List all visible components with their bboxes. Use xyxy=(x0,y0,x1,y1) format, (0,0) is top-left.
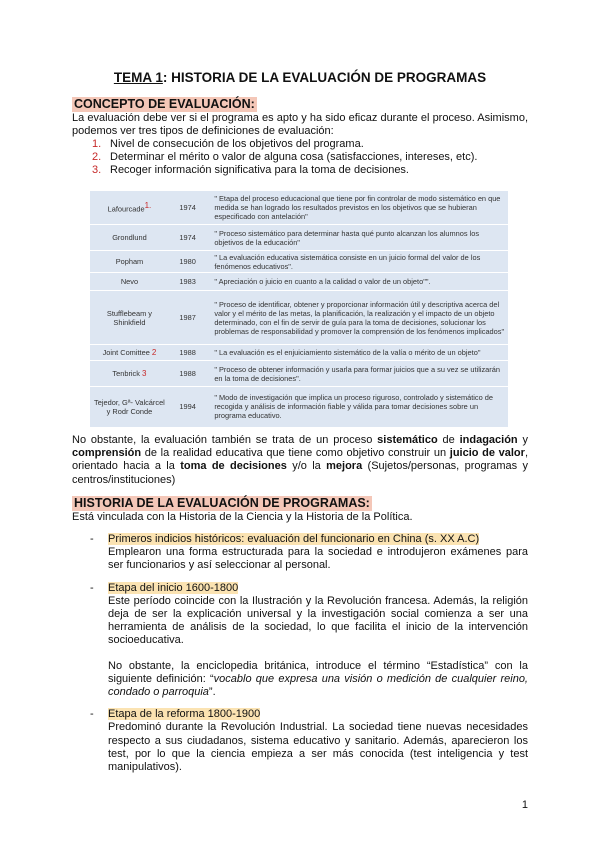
table-row: Lafourcade$^{1.}$ 1974 " Etapa del proceso educacional que tiene por fin controlar de modo sistemático en que medida se han logrado los resultados previstos en los objetivos que se hubieran especificado con antelación" xyxy=(90,191,508,225)
concepto-heading: CONCEPTO DE EVALUACIÓN: xyxy=(74,97,255,111)
definition-types-list xyxy=(92,138,478,177)
historia-intro: Está vinculada con la Historia de la Ciencia y la Historia de la Política. xyxy=(72,511,413,523)
item-label: Etapa del inicio 1600-1800 xyxy=(108,581,239,594)
historia-list xyxy=(90,533,528,783)
list-item: 3. Recoger información significativa para la toma de decisiones. xyxy=(92,164,409,176)
table-row: Joint Comittee 2 1988 " La evaluación es el enjuiciamiento sistemático de la valía o mérito de un objeto" xyxy=(90,345,508,361)
concepto-intro: La evaluación debe ver si el programa es apto y ha sido eficaz durante el proceso. Asimismo, podemos ver tres tipos de definiciones de evaluación: xyxy=(72,112,528,138)
table-row: Grondlund 1974 " Proceso sistemático para determinar hasta qué punto alcanzan los alumnos los objetivos de la educación" xyxy=(90,225,508,251)
page-number: 1 xyxy=(521,799,528,811)
title-rest: : HISTORIA DE LA EVALUACIÓN DE PROGRAMAS xyxy=(162,70,487,85)
list-item: - Etapa del inicio 1600-1800 Este período coincide con la Ilustración y la Revolución francesa. Además, la religión deja de ser la explicación universal y la investigación social comienza a ser una herramienta de análisis de la sociedad, lo que facilita el inicio de la intervención socioeducativa. No obstante, la enciclopedia británica, introduce el término “Estadística” con la siguiente definición: “vocablo que expresa una visión o medición de cualquier reino, condado o parroquia”. xyxy=(90,581,528,699)
page-title xyxy=(0,70,600,85)
list-item: - Etapa de la reforma 1800-1900 Predominó durante la Revolución Industrial. La sociedad tiene nuevas necesidades respecto a sus ciudadanos, sistema educativo y sanitario. Además, aparecieron los test, por lo que la ciencia empieza a ser más conocida (test inteligencia y test manipulativos). xyxy=(90,708,528,774)
definitions-table xyxy=(90,190,508,427)
historia-heading: HISTORIA DE LA EVALUACIÓN DE PROGRAMAS: xyxy=(74,496,370,510)
table-row: Stufflebeam y Shinkfield 1987 " Proceso de identificar, obtener y proporcionar información útil y descriptiva acerca del valor y el mérito de las metas, la planificación, la realización y el impacto de un objeto determinado, con el fin de servir de guía para la toma de decisiones, solucionar los problemas de responsabilidad y promover la comprensión de los fenómenos implicados" xyxy=(90,291,508,345)
table-row: Tejedor, Gª- Valcárcel y Rodr Conde 1994 " Modo de investigación que implica un proceso riguroso, controlado y sistemático de recogida y análisis de información fiable y válida para tomar decisiones sobre un programa educativo. xyxy=(90,387,508,427)
table-row: Tenbrick 3 1988 " Proceso de obtener información y usarla para formar juicios que a su vez se utilizarán en la toma de decisiones". xyxy=(90,361,508,387)
list-item: 2. Determinar el mérito o valor de alguna cosa (satisfacciones, intereses, etc). xyxy=(92,151,478,163)
item-label: Primeros indicios históricos: evaluación del funcionario en China (s. XX A.C) xyxy=(108,533,480,545)
table-row: Nevo 1983 " Apreciación o juicio en cuanto a la calidad o valor de un objeto"". xyxy=(90,273,508,291)
title-prefix: TEMA 1 xyxy=(113,70,163,85)
obstante-paragraph: No obstante, la evaluación también se trata de un proceso sistemático de indagación y comprensión de la realidad educativa que tiene como objetivo construir un juicio de valor, orientado hacia a la toma de decisiones y/o la mejora (Sujetos/personas, programas y centros/instituciones) xyxy=(72,434,528,486)
item-label: Etapa de la reforma 1800-1900 xyxy=(108,708,261,721)
list-item: 1. Nivel de consecución de los objetivos del programa. xyxy=(92,138,364,150)
list-item: - Primeros indicios históricos: evaluación del funcionario en China (s. XX A.C) Emplearon una forma estructurada para la sociedad e introdujeron exámenes para ser funcionarios y así seleccionar al personal. xyxy=(90,533,528,572)
table-row: Popham 1980 " La evaluación educativa sistemática consiste en un juicio formal del valor de los fenómenos educativos". xyxy=(90,251,508,273)
